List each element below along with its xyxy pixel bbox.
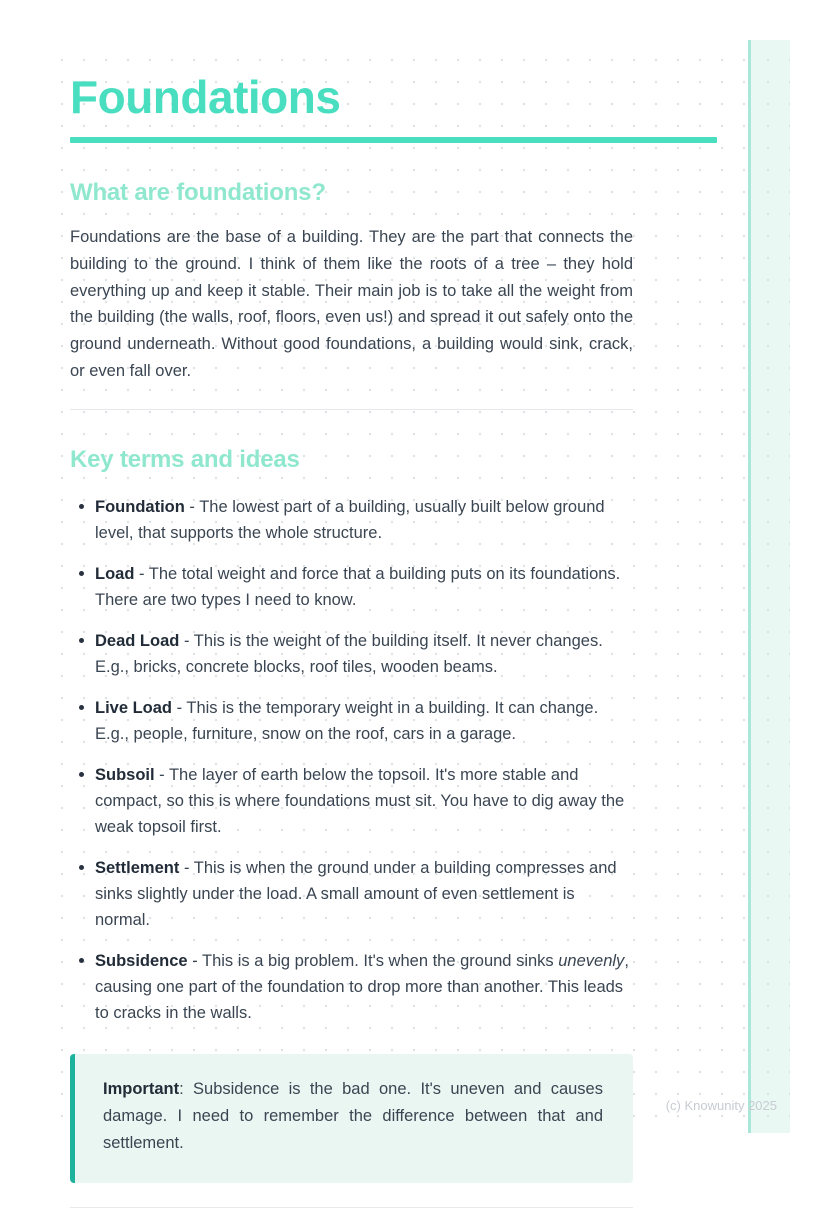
page-margin-strip bbox=[748, 40, 790, 1133]
title-underline-rule bbox=[70, 137, 717, 143]
term-name: Settlement bbox=[95, 858, 180, 877]
term-name: Dead Load bbox=[95, 631, 180, 650]
list-item bbox=[70, 855, 633, 933]
term-name: Subsoil bbox=[95, 765, 155, 784]
callout-label: Important bbox=[103, 1079, 180, 1098]
term-separator: - bbox=[179, 858, 194, 877]
term-definition: This is the weight of the building itself. It never changes. E.g., bricks, concrete blocks, roof tiles, wooden beams. bbox=[95, 631, 603, 676]
list-item bbox=[70, 561, 633, 613]
term-definition: The lowest part of a building, usually built below ground level, that supports the whole structure. bbox=[95, 497, 605, 542]
term-separator: - bbox=[184, 497, 200, 516]
list-item bbox=[70, 762, 633, 840]
term-separator: - bbox=[154, 765, 169, 784]
bottom-divider bbox=[70, 1207, 633, 1208]
term-name: Live Load bbox=[95, 698, 173, 717]
notes-page bbox=[43, 40, 790, 1152]
term-name: Load bbox=[95, 564, 135, 583]
callout-body: : Subsidence is the bad one. It's uneven and causes damage. I need to remember the difference between that and settlement. bbox=[103, 1079, 603, 1152]
term-name: Subsidence bbox=[95, 951, 188, 970]
term-definition: The layer of earth below the topsoil. It's more stable and compact, so this is where foundations must sit. You have to dig away the weak topsoil first. bbox=[95, 765, 625, 836]
term-separator: - bbox=[134, 564, 149, 583]
term-definition: This is the temporary weight in a building. It can change. E.g., people, furniture, snow on the roof, cars in a garage. bbox=[95, 698, 599, 743]
section-heading-key-terms: Key terms and ideas bbox=[70, 445, 300, 473]
list-item bbox=[70, 494, 633, 546]
term-definition: This is a big problem. It's when the ground sinks unevenly, causing one part of the foundation to drop more than another. This leads to cracks in the walls. bbox=[95, 951, 629, 1022]
key-terms-list bbox=[70, 494, 633, 1026]
intro-paragraph: Foundations are the base of a building. They are the part that connects the building to the ground. I think of them like the roots of a tree – they hold everything up and keep it stable. Their main job is to take all the weight from the building (the walls, roof, floors, even us!) and spread it out safely onto the ground underneath. Without good foundations, a building would sink, crack, or even fall over. bbox=[70, 228, 633, 380]
term-separator: - bbox=[179, 631, 194, 650]
page-content bbox=[70, 40, 633, 1208]
list-item bbox=[70, 695, 633, 747]
list-item bbox=[70, 628, 633, 680]
term-definition: This is when the ground under a building compresses and sinks slightly under the load. A small amount of even settlement is normal. bbox=[95, 858, 617, 929]
term-separator: - bbox=[172, 698, 187, 717]
copyright-footer: (c) Knowunity 2025 bbox=[665, 1098, 777, 1113]
term-definition: The total weight and force that a building puts on its foundations. There are two types I need to know. bbox=[95, 564, 621, 609]
term-name: Foundation bbox=[95, 497, 185, 516]
page-title: Foundations bbox=[70, 71, 341, 123]
term-separator: - bbox=[187, 951, 202, 970]
section-divider bbox=[70, 409, 633, 410]
important-callout bbox=[70, 1054, 633, 1183]
callout-text bbox=[103, 1076, 603, 1157]
list-item bbox=[70, 948, 633, 1026]
section-heading-intro: What are foundations? bbox=[70, 179, 326, 207]
